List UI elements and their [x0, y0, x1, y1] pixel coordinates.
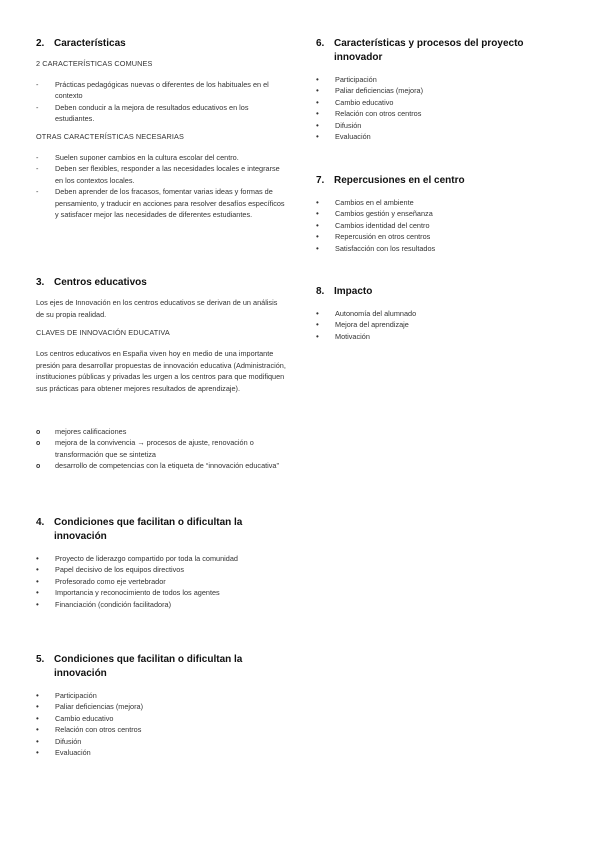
bullet-icon: [316, 120, 328, 131]
dash-marker: [36, 186, 48, 197]
bullet-icon: [36, 599, 48, 610]
list-item: • Mejora del aprendizaje: [316, 319, 568, 330]
list-item: • Paliar deficiencias (mejora): [36, 701, 286, 712]
bullet-icon: [316, 220, 328, 231]
section-7-list: [316, 197, 568, 254]
bullet-icon: [316, 231, 328, 242]
bullet-icon: [36, 747, 48, 758]
list-item: • Difusión: [316, 120, 568, 131]
bullet-icon: [36, 564, 48, 575]
bullet-icon: [316, 243, 328, 254]
section-5-list: [36, 690, 286, 758]
list-item: • Motivación: [316, 331, 568, 342]
bullet-icon: [36, 701, 48, 712]
circle-bullet-icon: [36, 437, 48, 449]
dash-marker: [36, 163, 48, 174]
section-8-number: 8.: [316, 286, 325, 297]
bullet-icon: [36, 713, 48, 724]
list-item: • Profesorado como eje vertebrador: [36, 576, 286, 587]
list-item: - Deben aprender de los fracasos, fomentar varias ideas y formas de pensamiento, y traducir en acciones para resolver desafíos específicos y satisfacer mejor las necesidades de diferentes estudiantes.: [36, 186, 286, 220]
bullet-icon: [316, 197, 328, 208]
section-2-subheading-common: 2 CARACTERÍSTICAS COMUNES: [36, 59, 153, 68]
section-4-number: 4.: [36, 517, 45, 528]
section-2-common-list: [36, 79, 286, 125]
bullet-icon: [316, 131, 328, 142]
list-item: • Proyecto de liderazgo compartido por toda la comunidad: [36, 553, 286, 564]
list-item: • Cambios en el ambiente: [316, 197, 568, 208]
section-2-subheading-other: OTRAS CARACTERÍSTICAS NECESARIAS: [36, 132, 184, 141]
dash-marker: [36, 152, 48, 163]
section-6-heading: [316, 37, 568, 65]
section-3-intro: Los ejes de Innovación en los centros educativos se derivan de un análisis de su propia realidad.: [36, 298, 278, 319]
section-7-title: Repercusiones en el centro: [334, 175, 465, 186]
list-item: o mejores calificaciones: [36, 426, 286, 437]
list-item: • Paliar deficiencias (mejora): [316, 85, 568, 96]
bullet-icon: [36, 587, 48, 598]
bullet-icon: [36, 690, 48, 701]
list-item: • Cambio educativo: [316, 97, 568, 108]
section-8-list: [316, 308, 568, 342]
section-3-heading: [36, 276, 286, 290]
bullet-icon: [316, 319, 328, 330]
list-item: • Autonomía del alumnado: [316, 308, 568, 319]
bullet-icon: [316, 74, 328, 85]
circle-bullet-icon: [36, 460, 48, 472]
dash-marker: [36, 102, 48, 113]
list-item: - Suelen suponer cambios en la cultura escolar del centro.: [36, 152, 286, 163]
bullet-icon: [316, 85, 328, 96]
bullet-icon: [36, 576, 48, 587]
list-item: o desarrollo de competencias con la etiqueta de “innovación educativa”: [36, 460, 286, 471]
list-item: • Cambio educativo: [36, 713, 286, 724]
section-4-list: [36, 553, 286, 610]
section-2-title: Características: [54, 38, 126, 49]
section-2-other-list: [36, 152, 286, 220]
list-item: • Difusión: [36, 736, 286, 747]
list-item: • Financiación (condición facilitadora): [36, 599, 286, 610]
section-6-list: [316, 74, 568, 142]
list-item: • Papel decisivo de los equipos directivos: [36, 564, 286, 575]
bullet-icon: [316, 308, 328, 319]
list-item: • Importancia y reconocimiento de todos los agentes: [36, 587, 286, 598]
section-7-number: 7.: [316, 175, 325, 186]
bullet-icon: [36, 724, 48, 735]
section-3-title: Centros educativos: [54, 277, 147, 288]
list-item: • Repercusión en otros centros: [316, 231, 568, 242]
bullet-icon: [36, 736, 48, 747]
list-item: • Participación: [36, 690, 286, 701]
section-2-heading: [36, 37, 286, 51]
bullet-icon: [316, 97, 328, 108]
bullet-icon: [316, 331, 328, 342]
section-6-title: Características y procesos del proyecto innovador: [334, 38, 524, 63]
bullet-icon: [36, 553, 48, 564]
section-3-paragraph: Los centros educativos en España viven hoy en medio de una importante presión para desarrollar propuestas de innovación educativa (Administración, instituciones públicas y privadas les urgen a los centros para que modifiquen sus prácticas para obtener mejores resultados de aprendizaje).: [36, 349, 286, 393]
list-item: • Evaluación: [36, 747, 286, 758]
list-item: • Satisfacción con los resultados: [316, 243, 568, 254]
list-item: - Prácticas pedagógicas nuevas o diferentes de los habituales en el contexto: [36, 79, 286, 102]
list-item: • Cambios identidad del centro: [316, 220, 568, 231]
section-4-title: Condiciones que facilitan o dificultan la innovación: [54, 517, 243, 542]
list-item: • Cambios gestión y enseñanza: [316, 208, 568, 219]
section-3-subheading: CLAVES DE INNOVACIÓN EDUCATIVA: [36, 328, 170, 337]
section-8-heading: [316, 285, 568, 299]
section-6-number: 6.: [316, 38, 325, 49]
bullet-icon: [316, 208, 328, 219]
section-5-number: 5.: [36, 654, 45, 665]
section-2-number: 2.: [36, 38, 45, 49]
list-item: • Relación con otros centros: [316, 108, 568, 119]
section-3-number: 3.: [36, 277, 45, 288]
list-item: • Evaluación: [316, 131, 568, 142]
list-item: o mejora de la convivencia → procesos de ajuste, renovación o transformación que se sintetiza: [36, 437, 286, 460]
section-4-heading: [36, 516, 286, 544]
section-5-title: Condiciones que facilitan o dificultan la innovación: [54, 654, 243, 679]
list-item: - Deben conducir a la mejora de resultados educativos en los estudiantes.: [36, 102, 286, 125]
bullet-icon: [316, 108, 328, 119]
list-item: • Relación con otros centros: [36, 724, 286, 735]
section-7-heading: [316, 174, 568, 188]
section-8-title: Impacto: [334, 286, 373, 297]
list-item: • Participación: [316, 74, 568, 85]
section-3-list: [36, 426, 286, 472]
list-item: - Deben ser flexibles, responder a las necesidades locales e integrarse en los contextos locales.: [36, 163, 286, 186]
dash-marker: [36, 79, 48, 90]
section-5-heading: [36, 653, 286, 681]
